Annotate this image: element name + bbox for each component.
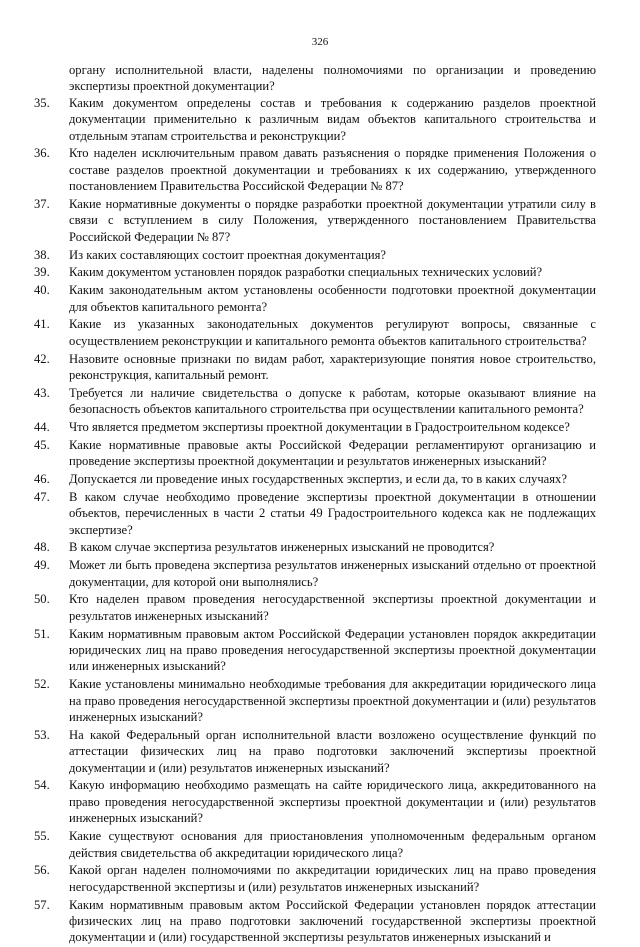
question-number: 53.: [34, 727, 50, 742]
question-item: [34, 676, 596, 725]
question-item: [34, 557, 596, 590]
question-text: Какие существуют основания для приостановления уполномоченным федеральным органом действия свидетельства об аккредитации юридического лица?: [69, 829, 596, 860]
question-item: [34, 489, 596, 538]
question-text: Кто наделен правом проведения негосударственной экспертизы проектной документации и результатов инженерных изысканий?: [69, 592, 596, 623]
question-item: [34, 196, 596, 245]
question-item: [34, 145, 596, 194]
question-text: Какие установлены минимально необходимые требования для аккредитации юридического лица на право проведения негосударственной экспертизы проектной документации и (или) результатов инженерных изысканий?: [69, 677, 596, 725]
question-item: [34, 727, 596, 776]
question-list: [34, 95, 596, 946]
question-number: 42.: [34, 351, 50, 366]
question-text: Какие из указанных законодательных документов регулируют вопросы, связанные с осуществлением реконструкции и капитального ремонта объектов капитального строительства?: [69, 317, 596, 348]
question-item: [34, 282, 596, 315]
question-number: 39.: [34, 265, 50, 280]
question-item: [34, 264, 596, 280]
question-number: 35.: [34, 95, 50, 110]
question-text: Каким документом установлен порядок разработки специальных технических условий?: [69, 265, 543, 280]
question-item: [34, 471, 596, 487]
question-number: 47.: [34, 489, 50, 504]
intro-continuation: органу исполнительной власти, наделены полномочиями по организации и проведению экспертизы проектной документации?: [69, 63, 596, 94]
question-text: В каком случае экспертиза результатов инженерных изысканий не проводится?: [69, 540, 495, 555]
question-text: Какие нормативные правовые акты Российской Федерации регламентируют организацию и проведение экспертизы проектной документации и результатов инженерных изысканий?: [69, 437, 596, 469]
question-number: 52.: [34, 677, 50, 692]
question-item: [34, 539, 596, 555]
question-number: 55.: [34, 829, 50, 844]
question-number: 51.: [34, 626, 50, 641]
question-number: 50.: [34, 592, 50, 607]
question-item: [34, 316, 596, 349]
question-item: [34, 862, 596, 895]
question-number: 43.: [34, 385, 50, 400]
question-text: Может ли быть проведена экспертиза результатов инженерных изысканий отдельно от проектной документации, для которой они выполнялись?: [69, 558, 596, 589]
question-text: Допускается ли проведение иных государственных экспертиз, и если да, то в каких случаях?: [69, 472, 567, 487]
question-text: Каким законодательным актом установлены особенности подготовки проектной документации для объектов капитального ремонта?: [69, 283, 596, 314]
question-number: 48.: [34, 540, 50, 555]
question-item: [34, 351, 596, 384]
question-text: На какой Федеральный орган исполнительной власти возложено осуществление функций по аттестации физических лиц на право подготовки заключений экспертизы проектной документации и (или) результатов инженерных изысканий?: [69, 727, 596, 775]
question-number: 54.: [34, 778, 50, 793]
question-text: Назовите основные признаки по видам работ, характеризующие понятия новое строительство, реконструкция, капитальный ремонт.: [69, 351, 596, 383]
question-item: [34, 897, 596, 946]
question-number: 40.: [34, 283, 50, 298]
question-number: 46.: [34, 472, 50, 487]
question-number: 45.: [34, 437, 50, 452]
question-text: Какую информацию необходимо размещать на сайте юридического лица, аккредитованного на право проведения негосударственной экспертизы проектной документации и (или) результатов инженерных изысканий?: [69, 778, 596, 826]
question-text: Из каких составляющих состоит проектная документация?: [69, 247, 387, 262]
question-number: 37.: [34, 197, 50, 212]
question-text: Какой орган наделен полномочиями по аккредитации юридических лиц на право проведения негосударственной экспертизы и (или) результатов инженерных изысканий?: [69, 863, 596, 894]
question-number: 57.: [34, 897, 50, 912]
page-content: [34, 62, 596, 947]
question-text: Требуется ли наличие свидетельства о допуске к работам, которые оказывают влияние на безопасность объектов капитального строительства при осуществлении капитального ремонта?: [69, 385, 596, 417]
question-item: [34, 419, 596, 435]
question-item: [34, 385, 596, 418]
page-number: 326: [311, 36, 329, 48]
question-item: [34, 777, 596, 826]
question-item: [34, 591, 596, 624]
question-text: Что является предметом экспертизы проектной документации в Градостроительном кодексе?: [69, 420, 570, 435]
question-text: Каким нормативным правовым актом Российской Федерации установлен порядок аккредитации юридических лиц на право проведения негосударственной экспертизы проектной документации или инженерных изысканий?: [69, 626, 596, 674]
question-number: 49.: [34, 558, 50, 573]
question-text: Каким документом определены состав и требования к содержанию разделов проектной документации применительно к различным видам объектов капитального строительства и отдельным этапам строительства и реконструкции?: [69, 95, 596, 143]
question-item: [34, 828, 596, 861]
question-number: 56.: [34, 863, 50, 878]
question-number: 44.: [34, 420, 50, 435]
question-number: 38.: [34, 247, 50, 262]
question-item: [34, 247, 596, 263]
question-item: [34, 95, 596, 144]
question-item: [34, 626, 596, 675]
question-text: В каком случае необходимо проведение экспертизы проектной документации в отношении объектов, перечисленных в части 2 статьи 49 Градостроительного кодекса как не подлежащих экспертизе?: [69, 489, 596, 537]
question-text: Какие нормативные документы о порядке разработки проектной документации утратили силу в связи с вступлением в силу Положения, утвержденного постановлением Правительства Российской Федерации № 87?: [69, 197, 596, 244]
question-item: [34, 437, 596, 470]
question-number: 41.: [34, 317, 50, 332]
question-text: Каким нормативным правовым актом Российской Федерации установлен порядок аттестации физических лиц на право подготовки заключений государственной экспертизы проектной документации и (или) государственной экспертизы результатов инженерных изысканий и: [69, 897, 596, 945]
question-text: Кто наделен исключительным правом давать разъяснения о порядке применения Положения о составе разделов проектной документации и требованиях к их содержанию, утвержденного постановлением Правительства Российской Федерации № 87?: [69, 146, 596, 194]
question-number: 36.: [34, 146, 50, 161]
